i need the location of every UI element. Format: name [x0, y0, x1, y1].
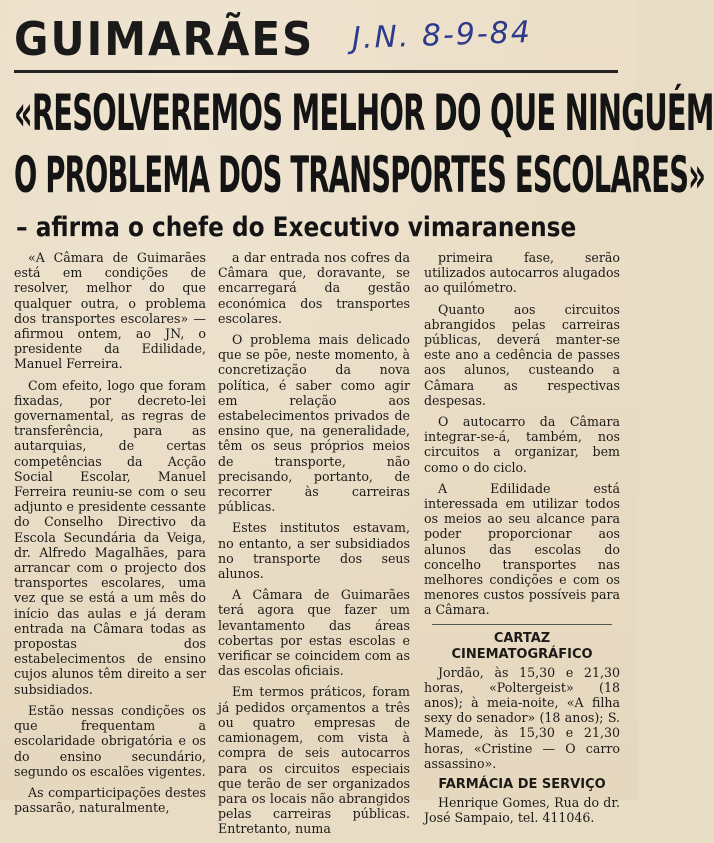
paragraph: O problema mais delicado que se põe, neste momento, à concretização da nova política, é saber como agir em relação aos estabelecimentos privados de ensino que, na generalidade, têm os seus próprios meios de transporte, não precisando, portanto, de recorrer às carreiras públicas.: [218, 332, 410, 515]
paragraph: Com efeito, logo que foram fixadas, por decreto-lei governamental, as regras de transferência, para as autarquias, de certas competências da Acção Social Escolar, Manuel Ferreira reuniu-se com o seu adjunto e presidente cessante do Conselho Directivo da Escola Secundária da Veiga, dr. Alfredo Magalhães, para arrancar com o projecto dos transportes escolares, uma vez que se está a um mês do início das aulas e já deram entrada na Câmara todas as propostas dos estabelecimentos de ensino cujos alunos têm direito a ser subsidiados.: [14, 377, 206, 697]
divider: [432, 624, 612, 625]
paragraph: O autocarro da Câmara integrar-se-á, também, nos circuitos a organizar, bem como o do ciclo.: [424, 414, 620, 475]
handwritten-date-note: J.N. 8-9-84: [351, 14, 533, 57]
paragraph: Em termos práticos, foram já pedidos orçamentos a três ou quatro empresas de camionagem, com vista à compra de seis autocarros para os circuitos especiais que terão de ser organizados para os locais não abrangidos pelas carreiras públicas. Entretanto, numa: [218, 684, 410, 837]
headline-line-2: O PROBLEMA DOS TRANSPORTES ESCOLARES»: [14, 146, 706, 205]
paragraph: Estes institutos estavam, no entanto, a ser subsidiados no transporte dos seus alunos.: [218, 520, 410, 582]
paragraph: Estão nessas condições os que frequentam a escolaridade obrigatória e os do ensino secundário, segundo os escalões vigentes.: [14, 702, 206, 779]
paragraph: primeira fase, serão utilizados autocarros alugados ao quilómetro.: [424, 250, 620, 296]
paragraph: a dar entrada nos cofres da Câmara que, doravante, se encarregará da gestão económica dos transportes escolares.: [218, 250, 410, 326]
cartaz-title: [424, 631, 620, 663]
paragraph: «A Câmara de Guimarães está em condições de resolver, melhor do que qualquer outra, o problema dos transportes escolares» — afirmou ontem, ao JN, o presidente da Edilidade, Manuel Ferreira.: [14, 250, 206, 372]
cartaz-title-line-2: CINEMATOGRÁFICO: [451, 646, 593, 662]
farmacia-text: Henrique Gomes, Rua do dr. José Sampaio, tel. 411046.: [424, 795, 620, 826]
article-column-2: [218, 250, 410, 843]
headline-line-1: «RESOLVEREMOS MELHOR DO QUE NINGUÉM: [14, 84, 714, 143]
article-column-3: [424, 250, 620, 832]
paragraph: A Edilidade está interessada em utilizar todos os meios ao seu alcance para poder proporcionar aos alunos das escolas do concelho transportes nas melhores condições e com os menores custos possíveis para a Câmara.: [424, 480, 620, 618]
cartaz-title-line-1: CARTAZ: [493, 630, 551, 646]
cartaz-text: Jordão, às 15,30 e 21,30 horas, «Poltergeist» (18 anos); à meia-noite, «A filha sexy do senador» (18 anos); S. Mamede, às 15,30 e 21,30 horas, «Cristine — O carro assassino».: [424, 664, 620, 771]
farmacia-title: FARMÁCIA DE SERVIÇO: [438, 777, 606, 793]
article-column-1: [14, 250, 206, 821]
paragraph: Quanto aos circuitos abrangidos pelas carreiras públicas, deverá manter-se este ano a cedência de passes aos alunos, custeando a Câmara as respectivas despesas.: [424, 301, 620, 408]
subheadline: – afirma o chefe do Executivo vimaranense: [16, 212, 577, 243]
paragraph: A Câmara de Guimarães terá agora que fazer um levantamento das áreas cobertas por estas escolas e verificar se coincidem com as das escolas oficiais.: [218, 587, 410, 679]
paragraph: As comparticipações destes passarão, naturalmente,: [14, 784, 206, 816]
section-title: GUIMARÃES: [14, 12, 315, 66]
